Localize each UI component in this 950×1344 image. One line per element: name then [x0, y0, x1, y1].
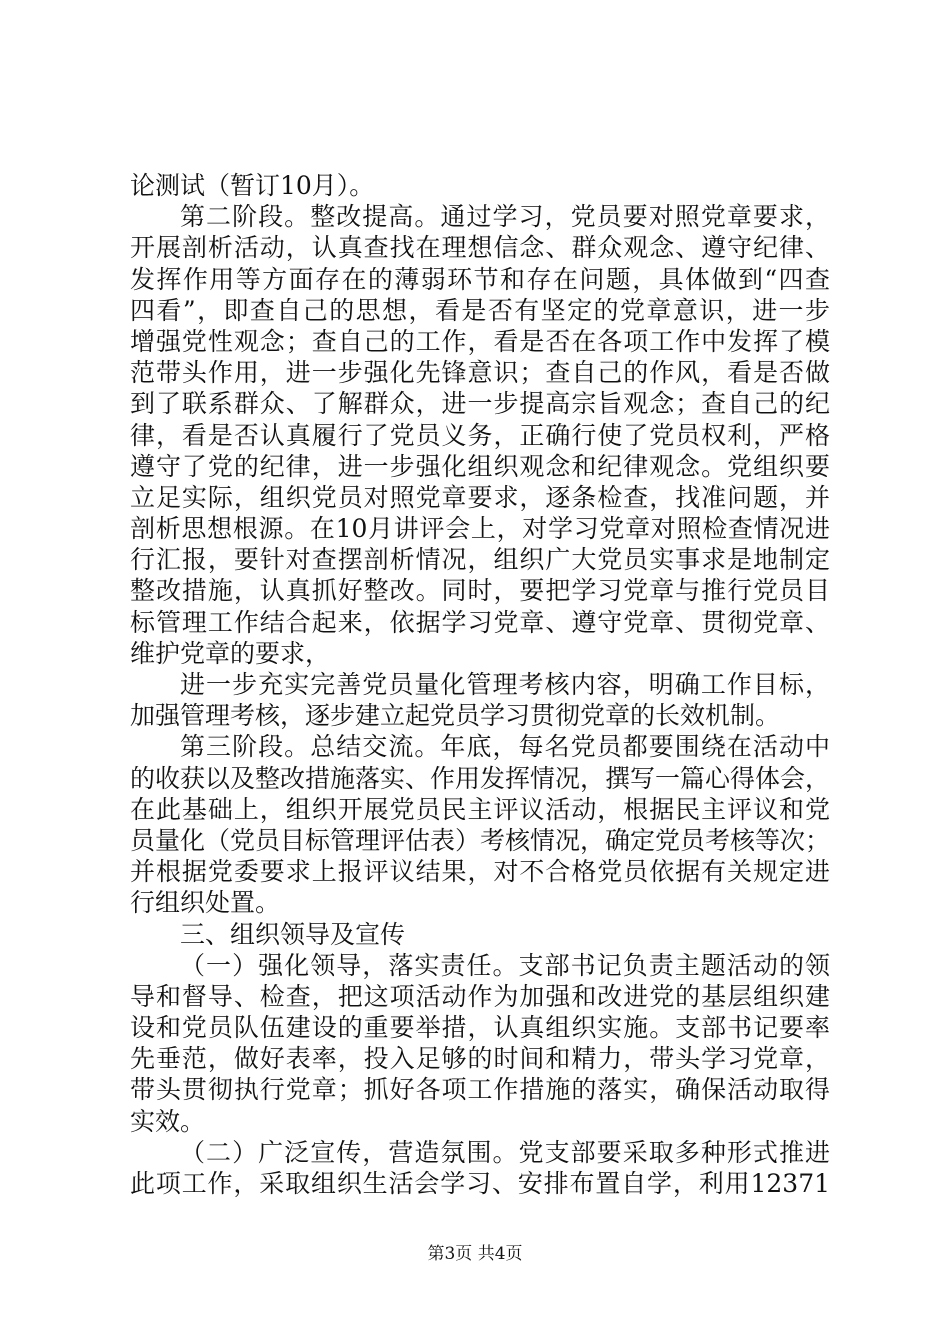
text-line: 增强党性观念；查自己的工作，看是否在各项工作中发挥了模 — [130, 326, 830, 356]
text-line: 第三阶段。总结交流。年底，每名党员都要围绕在活动中 — [180, 732, 830, 762]
text-line: 实效。 — [130, 1106, 206, 1136]
text-line: 第二阶段。整改提高。通过学习，党员要对照党章要求， — [180, 202, 830, 232]
text-line: 进一步充实完善党员量化管理考核内容，明确工作目标， — [180, 670, 830, 699]
text-line: 立足实际，组织党员对照党章要求，逐条检查，找准问题，并 — [130, 482, 830, 512]
text-line: 范带头作用，进一步强化先锋意识；查自己的作风，看是否做 — [130, 358, 830, 388]
text-line: 到了联系群众、了解群众，进一步提高宗旨观念；查自己的纪 — [130, 389, 830, 419]
text-line: 设和党员队伍建设的重要举措，认真组织实施。支部书记要率 — [130, 1013, 830, 1043]
text-line: 加强管理考核，逐步建立起党员学习贯彻党章的长效机制。 — [130, 701, 781, 731]
text-line: 带头贯彻执行党章；抓好各项工作措施的落实，确保活动取得 — [130, 1075, 830, 1105]
text-line: 开展剖析活动，认真查找在理想信念、群众观念、遵守纪律、 — [130, 233, 830, 263]
text-line: 遵守了党的纪律，进一步强化组织观念和纪律观念。党组织要 — [130, 451, 830, 481]
text-line: 维护党章的要求， — [130, 638, 331, 668]
text-line: 此项工作，采取组织生活会学习、安排布置自学，利用12371 — [130, 1169, 830, 1198]
text-line: 剖析思想根源。在10月讲评会上，对学习党章对照检查情况进 — [130, 514, 830, 544]
text-line: （一）强化领导，落实责任。支部书记负责主题活动的领 — [180, 950, 830, 980]
text-line: 的收获以及整改措施落实、作用发挥情况，撰写一篇心得体会， — [130, 763, 830, 793]
document-body — [130, 170, 830, 1199]
text-line: 导和督导、检查，把这项活动作为加强和改进党的基层组织建 — [130, 981, 830, 1011]
text-line: 四看”，即查自己的思想，看是否有坚定的党章意识，进一步 — [130, 295, 830, 325]
text-line: 整改措施，认真抓好整改。同时，要把学习党章与推行党员目 — [130, 576, 830, 606]
text-line: 发挥作用等方面存在的薄弱环节和存在问题，具体做到“四查 — [130, 264, 830, 294]
text-line: 先垂范，做好表率，投入足够的时间和精力，带头学习党章， — [130, 1044, 830, 1074]
text-line: 行汇报，要针对查摆剖析情况，组织广大党员实事求是地制定 — [130, 545, 830, 575]
text-line: 在此基础上，组织开展党员民主评议活动，根据民主评议和党 — [130, 794, 830, 824]
text-line: 员量化（党员目标管理评估表）考核情况，确定党员考核等次； — [130, 825, 830, 855]
text-line: 论测试（暂订10月）。 — [130, 171, 375, 200]
text-line: 标管理工作结合起来，依据学习党章、遵守党章、贯彻党章、 — [130, 607, 830, 637]
text-line: 并根据党委要求上报评议结果，对不合格党员依据有关规定进 — [130, 857, 830, 887]
text-line: 律，看是否认真履行了党员义务，正确行使了党员权利，严格 — [130, 420, 830, 450]
page-footer: 第3页 共4页 — [427, 1244, 523, 1264]
text-line: 行组织处置。 — [130, 888, 281, 918]
text-line: （二）广泛宣传，营造氛围。党支部要采取多种形式推进 — [180, 1137, 830, 1167]
text-line: 三、组织领导及宣传 — [180, 919, 406, 949]
